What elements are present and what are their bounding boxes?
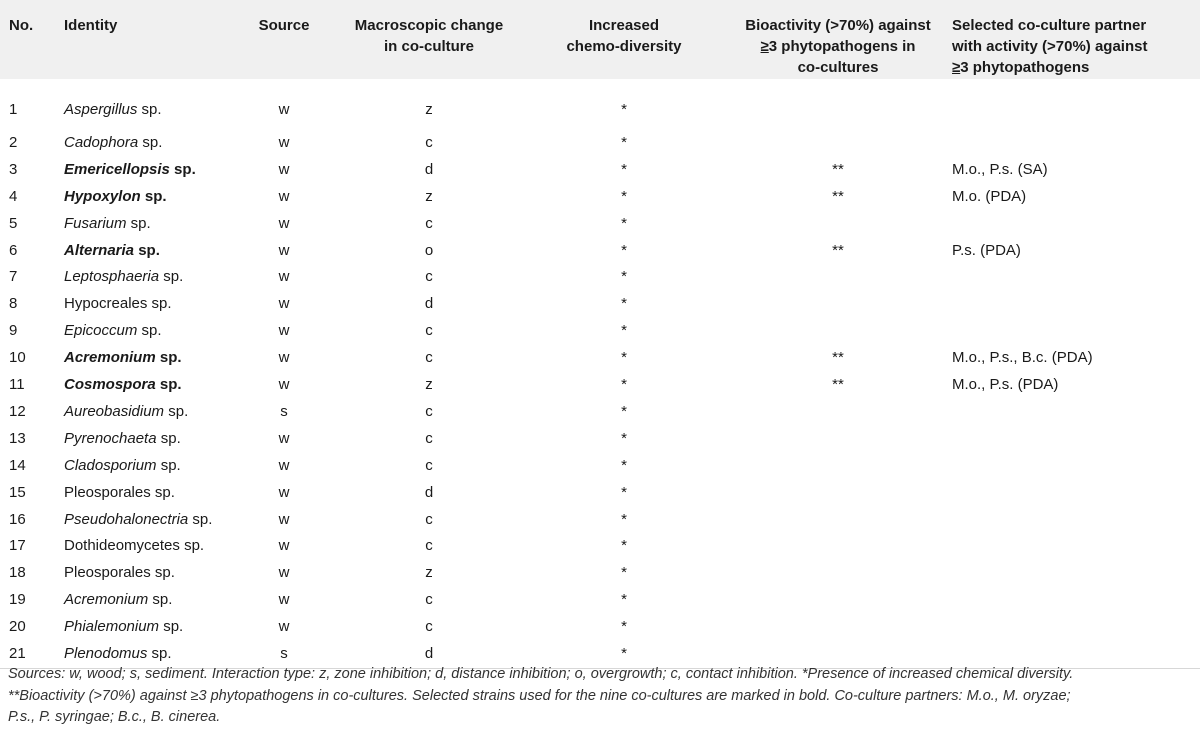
row-macroscopic-change: c: [425, 429, 433, 447]
row-bioactivity: [724, 533, 952, 560]
identity-genus: Emericellopsis: [64, 160, 170, 178]
row-source: w: [278, 349, 290, 367]
row-identity: [64, 587, 234, 614]
header-bioactivity: Bioactivity (>70%) against ≥3 phytopathogens in co-cultures: [724, 0, 952, 79]
row-number: 15: [9, 483, 26, 501]
row-source: w: [278, 214, 290, 232]
footnote-line: **Bioactivity (>70%) against ≥3 phytopathogens in co-cultures. Selected strains used for the nine co-cultures are marked in bold. Co-culture partners: M.o., M. oryzae;: [8, 687, 1071, 704]
identity-suffix: sp.: [137, 100, 162, 118]
row-identity: [64, 614, 234, 641]
row-number: 20: [9, 618, 26, 636]
row-co-culture-partner: [952, 614, 1200, 641]
row-macroscopic-change: z: [425, 187, 433, 205]
row-bioactivity: [724, 614, 952, 641]
row-co-culture-partner: [952, 264, 1200, 291]
row-bioactivity: [724, 426, 952, 453]
identity-suffix: sp.: [169, 160, 196, 178]
row-bioactivity: **: [832, 187, 844, 205]
table-header: [0, 0, 1200, 79]
row-bioactivity: [724, 480, 952, 507]
identity-genus: Hypoxylon: [64, 187, 141, 205]
identity-suffix: sp.: [140, 187, 167, 205]
row-source: s: [280, 645, 288, 663]
row-number: 5: [9, 214, 18, 232]
row-identity: [64, 560, 234, 587]
row-chemo-diversity: *: [621, 241, 627, 259]
row-chemo-diversity: *: [621, 591, 627, 609]
row-macroscopic-change: d: [424, 483, 434, 501]
identity-genus: Aureobasidium: [64, 402, 165, 420]
row-source: w: [278, 268, 290, 286]
identity-genus: Leptosphaeria: [64, 268, 160, 286]
row-macroscopic-change: c: [425, 133, 433, 151]
row-number: 14: [9, 456, 26, 474]
row-co-culture-partner: [952, 318, 1200, 345]
row-bioactivity: [724, 507, 952, 534]
row-co-culture-partner: M.o., P.s. (SA): [952, 160, 1048, 178]
row-identity: [64, 507, 234, 534]
row-bioactivity: [724, 79, 952, 130]
row-identity: [64, 184, 234, 211]
row-co-culture-partner: M.o., P.s., B.c. (PDA): [952, 349, 1093, 367]
row-number: 7: [9, 268, 18, 286]
row-macroscopic-change: c: [425, 456, 433, 474]
row-macroscopic-change: d: [424, 160, 434, 178]
identity-genus: Pleosporales: [64, 483, 151, 501]
header-identity: Identity: [64, 0, 234, 79]
row-identity: [64, 238, 234, 265]
header-co-culture-partner: Selected co-culture partner with activity (>70%) against ≥3 phytopathogens: [952, 0, 1200, 79]
row-chemo-diversity: *: [621, 510, 627, 528]
table-row: [0, 507, 1200, 534]
identity-suffix: sp.: [150, 483, 175, 501]
identity-genus: Phialemonium: [64, 618, 160, 636]
row-source: w: [278, 510, 290, 528]
row-bioactivity: [724, 399, 952, 426]
row-macroscopic-change: c: [425, 591, 433, 609]
row-macroscopic-change: c: [425, 618, 433, 636]
row-bioactivity: [724, 291, 952, 318]
identity-genus: Cadophora: [64, 133, 139, 151]
row-bioactivity: **: [832, 160, 844, 178]
row-chemo-diversity: *: [621, 456, 627, 474]
identity-genus: Hypocreales: [64, 295, 148, 313]
identity-genus: Aspergillus: [64, 100, 138, 118]
table-row: [0, 184, 1200, 211]
row-bioactivity: **: [832, 376, 844, 394]
row-chemo-diversity: *: [621, 618, 627, 636]
row-macroscopic-change: c: [425, 214, 433, 232]
row-identity: [64, 79, 234, 130]
row-co-culture-partner: M.o., P.s. (PDA): [952, 376, 1059, 394]
row-number: 12: [9, 402, 26, 420]
table-row: [0, 426, 1200, 453]
row-identity: [64, 264, 234, 291]
identity-suffix: sp.: [188, 510, 213, 528]
identity-genus: Pseudohalonectria: [64, 510, 189, 528]
row-number: 19: [9, 591, 26, 609]
table-row: [0, 480, 1200, 507]
row-bioactivity: [724, 560, 952, 587]
header-chemo-diversity: Increased chemo-diversity: [524, 0, 724, 79]
identity-suffix: sp.: [179, 537, 205, 555]
identity-suffix: sp.: [148, 591, 173, 609]
row-number: 2: [9, 133, 18, 151]
row-chemo-diversity: *: [621, 537, 627, 555]
row-macroscopic-change: d: [424, 645, 434, 663]
row-chemo-diversity: *: [621, 295, 627, 313]
table-row: [0, 238, 1200, 265]
identity-suffix: sp.: [150, 564, 175, 582]
row-macroscopic-change: c: [425, 510, 433, 528]
row-source: w: [278, 456, 290, 474]
row-identity: [64, 291, 234, 318]
row-chemo-diversity: *: [621, 268, 627, 286]
row-macroscopic-change: c: [425, 268, 433, 286]
row-identity: [64, 130, 234, 157]
row-source: w: [278, 322, 290, 340]
identity-suffix: sp.: [159, 618, 184, 636]
table-row: [0, 614, 1200, 641]
row-chemo-diversity: *: [621, 483, 627, 501]
table-row: [0, 79, 1200, 130]
row-number: 9: [9, 322, 18, 340]
footnote-line: P.s., P. syringae; B.c., B. cinerea.: [8, 709, 221, 725]
row-source: w: [278, 564, 290, 582]
table-row: [0, 372, 1200, 399]
row-chemo-diversity: *: [621, 429, 627, 447]
identity-genus: Alternaria: [64, 241, 135, 259]
row-macroscopic-change: d: [424, 295, 434, 313]
row-co-culture-partner: [952, 507, 1200, 534]
row-number: 11: [9, 376, 25, 394]
identity-genus: Cosmospora: [64, 376, 156, 394]
row-source: w: [278, 133, 290, 151]
table-row: [0, 560, 1200, 587]
row-co-culture-partner: [952, 480, 1200, 507]
row-identity: [64, 157, 234, 184]
row-macroscopic-change: c: [425, 322, 433, 340]
table-row: [0, 399, 1200, 426]
row-source: w: [278, 160, 290, 178]
row-source: w: [278, 241, 290, 259]
row-co-culture-partner: [952, 560, 1200, 587]
header-no: No.: [0, 0, 64, 79]
row-source: w: [278, 483, 290, 501]
row-chemo-diversity: *: [621, 564, 627, 582]
row-bioactivity: [724, 211, 952, 238]
table-row: [0, 130, 1200, 157]
row-source: w: [278, 591, 290, 609]
table-row: [0, 345, 1200, 372]
row-identity: [64, 211, 234, 238]
identity-suffix: sp.: [164, 402, 189, 420]
identity-genus: Acremonium: [64, 349, 156, 367]
row-macroscopic-change: c: [425, 349, 433, 367]
row-co-culture-partner: [952, 587, 1200, 614]
row-chemo-diversity: *: [621, 133, 627, 151]
identity-suffix: sp.: [137, 322, 162, 340]
header-source: Source: [234, 0, 334, 79]
row-macroscopic-change: c: [425, 537, 433, 555]
row-co-culture-partner: M.o. (PDA): [952, 187, 1027, 205]
identity-suffix: sp.: [147, 645, 172, 663]
row-macroscopic-change: c: [425, 402, 433, 420]
row-chemo-diversity: *: [621, 160, 627, 178]
row-number: 8: [9, 295, 18, 313]
row-number: 3: [9, 160, 18, 178]
table-row: [0, 291, 1200, 318]
row-number: 18: [9, 564, 26, 582]
identity-genus: Dothideomycetes: [64, 537, 180, 555]
row-number: 17: [9, 537, 26, 555]
row-source: w: [278, 537, 290, 555]
table-row: [0, 157, 1200, 184]
row-macroscopic-change: z: [425, 100, 433, 118]
identity-suffix: sp.: [147, 295, 172, 313]
row-chemo-diversity: *: [621, 349, 627, 367]
row-co-culture-partner: [952, 79, 1200, 130]
row-identity: [64, 399, 234, 426]
identity-suffix: sp.: [138, 133, 163, 151]
identity-suffix: sp.: [156, 456, 181, 474]
row-macroscopic-change: o: [424, 241, 434, 259]
identity-genus: Acremonium: [64, 591, 149, 609]
row-source: w: [278, 618, 290, 636]
row-co-culture-partner: [952, 426, 1200, 453]
identity-genus: Pyrenochaeta: [64, 429, 157, 447]
identity-genus: Fusarium: [64, 214, 127, 232]
row-identity: [64, 372, 234, 399]
identity-genus: Cladosporium: [64, 456, 157, 474]
row-number: 4: [9, 187, 18, 205]
row-bioactivity: [724, 453, 952, 480]
identity-suffix: sp.: [155, 376, 182, 394]
table-row: [0, 211, 1200, 238]
row-co-culture-partner: [952, 211, 1200, 238]
row-source: w: [278, 187, 290, 205]
row-co-culture-partner: P.s. (PDA): [952, 241, 1021, 259]
row-identity: [64, 480, 234, 507]
row-source: w: [278, 295, 290, 313]
row-number: 10: [9, 349, 26, 367]
row-source: s: [280, 402, 288, 420]
identity-suffix: sp.: [155, 349, 182, 367]
row-identity: [64, 345, 234, 372]
identity-genus: Plenodomus: [64, 645, 148, 663]
row-identity: [64, 453, 234, 480]
row-source: w: [278, 100, 290, 118]
table-footnote: [8, 664, 1196, 729]
row-macroscopic-change: z: [425, 564, 433, 582]
row-chemo-diversity: *: [621, 187, 627, 205]
row-number: 1: [9, 100, 18, 118]
row-bioactivity: [724, 318, 952, 345]
row-bioactivity: **: [832, 241, 844, 259]
table-row: [0, 264, 1200, 291]
row-identity: [64, 318, 234, 345]
row-identity: [64, 426, 234, 453]
identity-suffix: sp.: [159, 268, 184, 286]
row-chemo-diversity: *: [621, 376, 627, 394]
row-co-culture-partner: [952, 533, 1200, 560]
identity-genus: Pleosporales: [64, 564, 151, 582]
row-chemo-diversity: *: [621, 402, 627, 420]
row-chemo-diversity: *: [621, 214, 627, 232]
row-source: w: [278, 376, 290, 394]
row-source: w: [278, 429, 290, 447]
row-number: 6: [9, 241, 18, 259]
row-bioactivity: **: [832, 349, 844, 367]
row-co-culture-partner: [952, 130, 1200, 157]
table-row: [0, 533, 1200, 560]
row-co-culture-partner: [952, 399, 1200, 426]
row-number: 21: [9, 645, 26, 663]
table-body: [0, 79, 1200, 669]
row-bioactivity: [724, 264, 952, 291]
row-bioactivity: [724, 130, 952, 157]
row-number: 16: [9, 510, 26, 528]
header-macroscopic-change: Macroscopic change in co-culture: [334, 0, 524, 79]
row-chemo-diversity: *: [621, 100, 627, 118]
row-number: 13: [9, 429, 26, 447]
row-chemo-diversity: *: [621, 645, 627, 663]
row-macroscopic-change: z: [425, 376, 433, 394]
table-row: [0, 453, 1200, 480]
identity-suffix: sp.: [156, 429, 181, 447]
identity-genus: Epicoccum: [64, 322, 138, 340]
row-bioactivity: [724, 587, 952, 614]
table-row: [0, 587, 1200, 614]
row-identity: [64, 533, 234, 560]
identity-suffix: sp.: [126, 214, 151, 232]
identity-suffix: sp.: [134, 241, 160, 259]
row-chemo-diversity: *: [621, 322, 627, 340]
row-co-culture-partner: [952, 453, 1200, 480]
footnote-line: Sources: w, wood; s, sediment. Interaction type: z, zone inhibition; d, distance inhibition; o, overgrowth; c, contact inhibition. *Presence of increased chemical diversity.: [8, 666, 1074, 682]
row-co-culture-partner: [952, 291, 1200, 318]
table-row: [0, 318, 1200, 345]
